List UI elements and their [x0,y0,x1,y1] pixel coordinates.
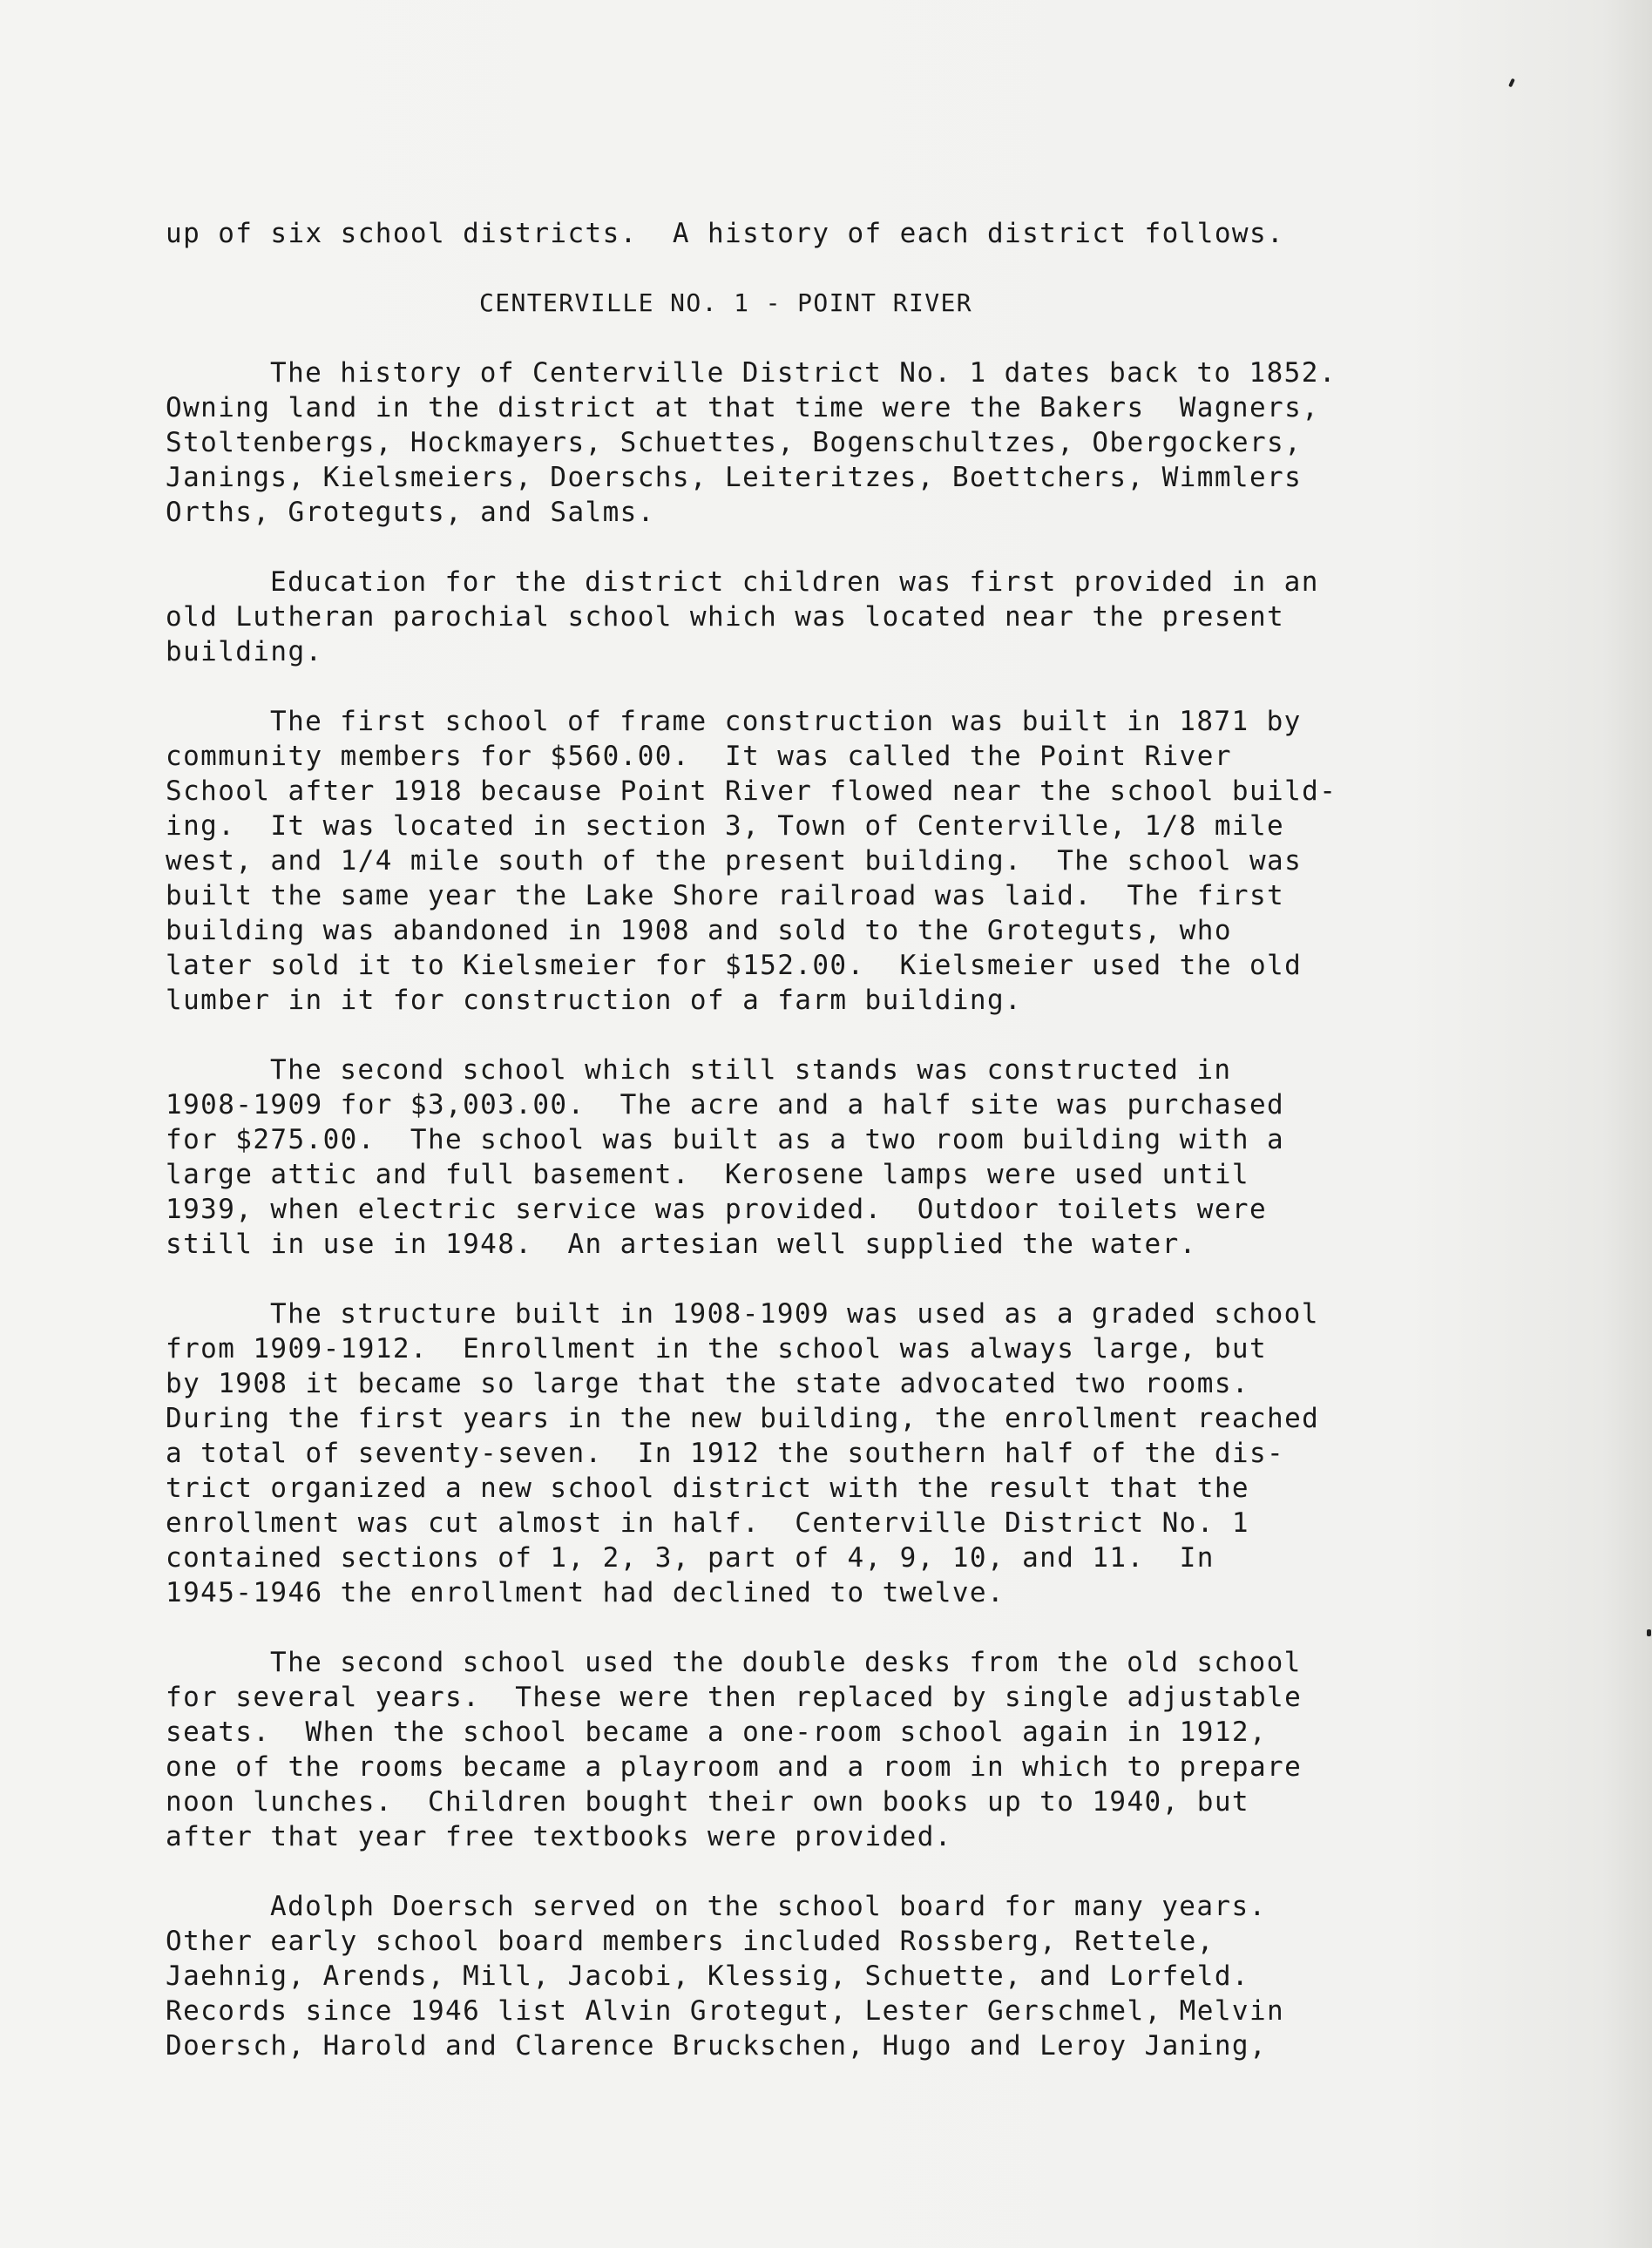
paragraph [166,355,1525,530]
paragraph [166,1297,1525,1610]
paragraph [166,565,1525,669]
text-line: for several years. These were then replaced by single adjustable [166,1682,1303,1713]
text-line: west, and 1/4 mile south of the present building. The school was [166,845,1303,877]
text-line: The history of Centerville District No. 1 dates back to 1852. [270,357,1337,389]
paragraph-list [166,355,1525,2063]
text-line: Adolph Doersch served on the school board for many years. [270,1891,1267,1922]
text-line: Education for the district children was first provided in an [270,566,1319,598]
section-heading: CENTERVILLE NO. 1 - POINT RIVER [479,288,972,317]
text-line: Owning land in the district at that time were the Bakers Wagners, [166,392,1320,423]
text-line: trict organized a new school district with the result that the [166,1473,1249,1504]
paragraph [166,1645,1525,1854]
paragraph [166,1889,1525,2063]
text-line: built the same year the Lake Shore railroad was laid. The first [166,880,1285,911]
text-line: after that year free textbooks were provided. [166,1821,952,1852]
text-line: Other early school board members included Rossberg, Rettele, [166,1926,1215,1957]
text-line: large attic and full basement. Kerosene lamps were used until [166,1159,1249,1190]
text-line: The second school which still stands was constructed in [270,1054,1232,1086]
text-line: Doersch, Harold and Clarence Bruckschen, Hugo and Leroy Janing, [166,2030,1268,2062]
text-line: old Lutheran parochial school which was located near the present [166,601,1285,633]
text-line: Janings, Kielsmeiers, Doerschs, Leiteritzes, Boettchers, Wimmlers [166,462,1303,493]
text-line: Orths, Groteguts, and Salms. [166,497,655,528]
text-line: enrollment was cut almost in half. Centerville District No. 1 [166,1507,1249,1539]
text-line: building. [166,636,323,667]
text-line: still in use in 1948. An artesian well supplied the water. [166,1229,1197,1260]
text-line: The second school used the double desks from the old school [270,1647,1302,1678]
text-line: from 1909-1912. Enrollment in the school was always large, but [166,1333,1268,1364]
paragraph [166,1053,1525,1262]
text-line: 1945-1946 the enrollment had declined to twelve. [166,1577,1005,1608]
text-line: seats. When the school became a one-room school again in 1912, [166,1716,1268,1748]
text-line: building was abandoned in 1908 and sold to the Groteguts, who [166,915,1232,946]
text-line: 1939, when electric service was provided. Outdoor toilets were [166,1194,1268,1225]
document-body [166,216,1525,2098]
text-line: Jaehnig, Arends, Mill, Jacobi, Klessig, Schuette, and Lorfeld. [166,1960,1249,1992]
text-line: During the first years in the new building, the enrollment reached [166,1403,1320,1434]
text-line: a total of seventy-seven. In 1912 the southern half of the dis- [166,1438,1285,1469]
text-line: Stoltenbergs, Hockmayers, Schuettes, Bogenschultzes, Obergockers, [166,427,1303,458]
text-line: School after 1918 because Point River flowed near the school build- [166,775,1337,807]
text-line: community members for $560.00. It was called the Point River [166,741,1232,772]
intro-paragraph [166,216,1525,251]
text-line: The first school of frame construction was built in 1871 by [270,706,1302,737]
text-line: up of six school districts. A history of each district follows. [166,218,1285,249]
text-line: by 1908 it became so large that the state advocated two rooms. [166,1368,1249,1399]
ink-speck [1647,1629,1651,1636]
text-line: ing. It was located in section 3, Town of Centerville, 1/8 mile [166,810,1285,842]
text-line: later sold it to Kielsmeier for $152.00. Kielsmeier used the old [166,950,1303,981]
text-line: for $275.00. The school was built as a two room building with a [166,1124,1285,1155]
text-line: contained sections of 1, 2, 3, part of 4, 9, 10, and 11. In [166,1542,1215,1574]
text-line: noon lunches. Children bought their own books up to 1940, but [166,1786,1249,1818]
paragraph [166,704,1525,1018]
text-line: The structure built in 1908-1909 was used as a graded school [270,1298,1319,1330]
ink-speck [1508,78,1515,88]
text-line: Records since 1946 list Alvin Grotegut, Lester Gerschmel, Melvin [166,1995,1285,2027]
text-line: 1908-1909 for $3,003.00. The acre and a half site was purchased [166,1089,1285,1121]
text-line: one of the rooms became a playroom and a room in which to prepare [166,1751,1303,1783]
text-line: lumber in it for construction of a farm building. [166,985,1023,1016]
